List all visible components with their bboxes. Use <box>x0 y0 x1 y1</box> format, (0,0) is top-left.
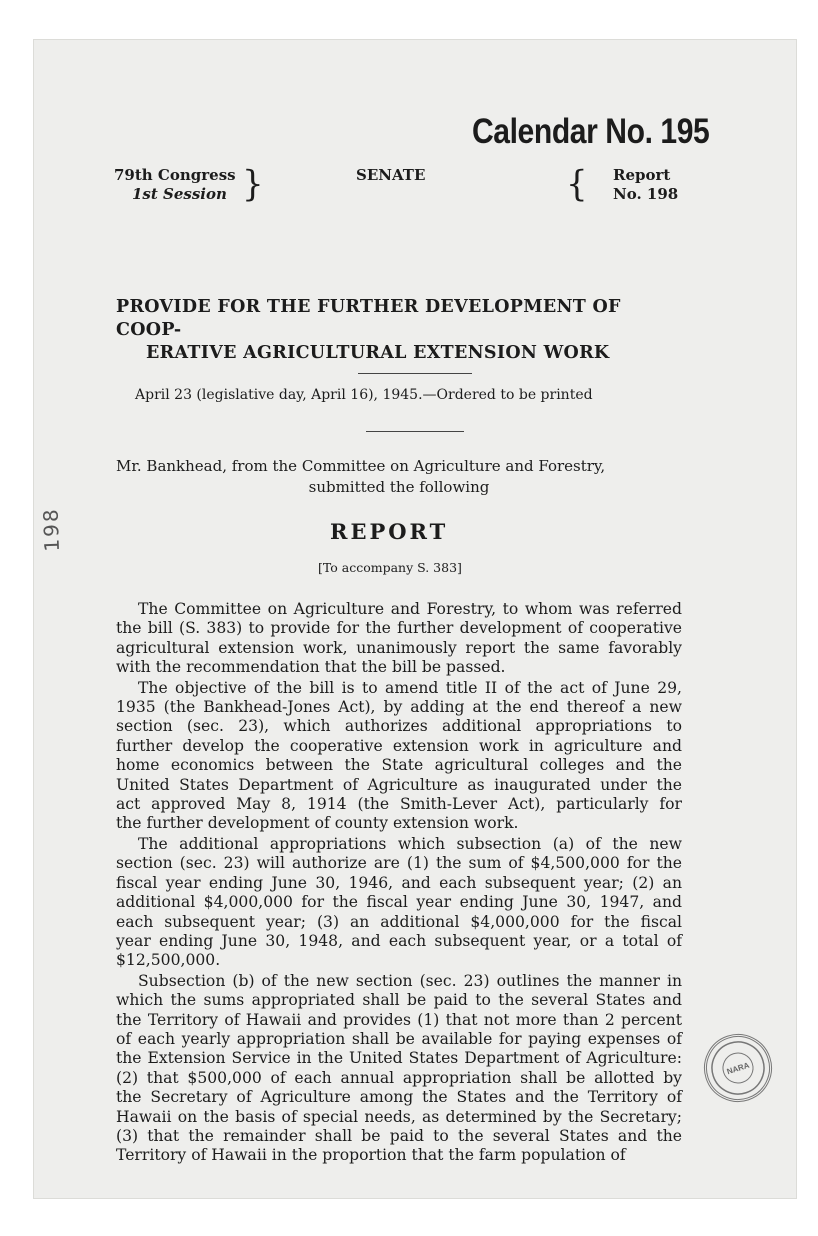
divider <box>358 373 472 374</box>
ordered-printed-line: April 23 (legislative day, April 16), 1945.—Ordered to be printed <box>135 387 593 403</box>
body-line: year ending June 30, 1948, and each subsequent year, or a total of <box>116 931 682 950</box>
body-paragraph <box>116 972 682 1166</box>
document-title <box>116 296 681 365</box>
body-line: the further development of county extension work. <box>116 814 519 833</box>
body-line: home economics between the State agricultural colleges and the <box>116 756 682 775</box>
chamber: SENATE <box>356 166 426 184</box>
submitted-by <box>116 456 682 498</box>
body-line: The additional appropriations which subsection (a) of the new <box>138 834 682 853</box>
report-number-block <box>613 166 678 204</box>
brace-right: { <box>566 163 588 205</box>
report-heading: REPORT <box>330 519 449 544</box>
body-line: with the recommendation that the bill be passed. <box>116 658 506 677</box>
submitted-line-2: submitted the following <box>308 478 490 496</box>
body-line: The Committee on Agriculture and Forestry, to whom was referred <box>138 600 682 618</box>
body-line: (2) that $500,000 of each annual appropriation shall be allotted by <box>116 1068 682 1087</box>
body-line: 1935 (the Bankhead-Jones Act), by adding at the end thereof a new <box>116 698 682 717</box>
body-line: further develop the cooperative extension work in agriculture and <box>116 736 682 755</box>
body-line: additional $4,000,000 for the fiscal year ending June 30, 1947, and <box>116 893 682 912</box>
body-line: act approved May 8, 1914 (the Smith-Lever Act), particularly for <box>116 795 682 814</box>
body-paragraph <box>116 600 682 678</box>
congress-session <box>114 166 236 204</box>
body-line: agricultural extension work, unanimously report the same favorably <box>116 638 682 657</box>
brace-left: } <box>242 163 264 205</box>
body-line: $12,500,000. <box>116 951 221 970</box>
body-line: section (sec. 23) will authorize are (1) the sum of $4,500,000 for the <box>116 854 682 873</box>
report-label: Report <box>613 166 671 184</box>
body-line: (3) that the remainder shall be paid to the several States and the <box>116 1126 682 1145</box>
body-line: the Territory of Hawaii and provides (1) that not more than 2 percent <box>116 1010 682 1029</box>
submitted-line-1: Mr. Bankhead, from the Committee on Agriculture and Forestry, <box>116 457 606 475</box>
body-line: the bill (S. 383) to provide for the further development of cooperative <box>116 619 682 638</box>
body-line: section (sec. 23), which authorizes additional appropriations to <box>116 717 682 736</box>
body-paragraph <box>116 835 682 971</box>
report-body <box>116 600 682 1167</box>
body-line: the Extension Service in the United States Department of Agriculture: <box>116 1049 682 1068</box>
body-line: the Secretary of Agriculture among the States and the Territory of <box>116 1088 682 1107</box>
congress: 79th Congress <box>114 166 236 184</box>
body-line: fiscal year ending June 30, 1946, and each subsequent year; (2) an <box>116 873 682 892</box>
body-line: Hawaii on the basis of special needs, as determined by the Secretary; <box>116 1107 682 1126</box>
body-line: each subsequent year; (3) an additional $4,000,000 for the fiscal <box>116 912 682 931</box>
body-line: Territory of Hawaii in the proportion that the farm population of <box>116 1146 626 1165</box>
body-paragraph <box>116 679 682 834</box>
svg-text:NARA: NARA <box>725 1060 751 1077</box>
report-number: No. 198 <box>613 185 679 203</box>
title-line-1: PROVIDE FOR THE FURTHER DEVELOPMENT OF COOP- <box>116 297 621 340</box>
body-line: United States Department of Agriculture as inaugurated under the <box>116 775 682 794</box>
session: 1st Session <box>132 185 227 203</box>
body-line: Subsection (b) of the new section (sec. 23) outlines the manner in <box>138 971 682 990</box>
calendar-number: Calendar No. 195 <box>472 112 710 151</box>
body-line: The objective of the bill is to amend title II of the act of June 29, <box>138 678 682 697</box>
handwritten-number: 198 <box>38 507 64 552</box>
title-line-2: ERATIVE AGRICULTURAL EXTENSION WORK <box>146 343 610 363</box>
divider <box>366 431 464 432</box>
body-line: which the sums appropriated shall be paid to the several States and <box>116 991 682 1010</box>
accompany-note: [To accompany S. 383] <box>318 560 462 575</box>
body-line: of each yearly appropriation shall be available for paying expenses of <box>116 1029 682 1048</box>
